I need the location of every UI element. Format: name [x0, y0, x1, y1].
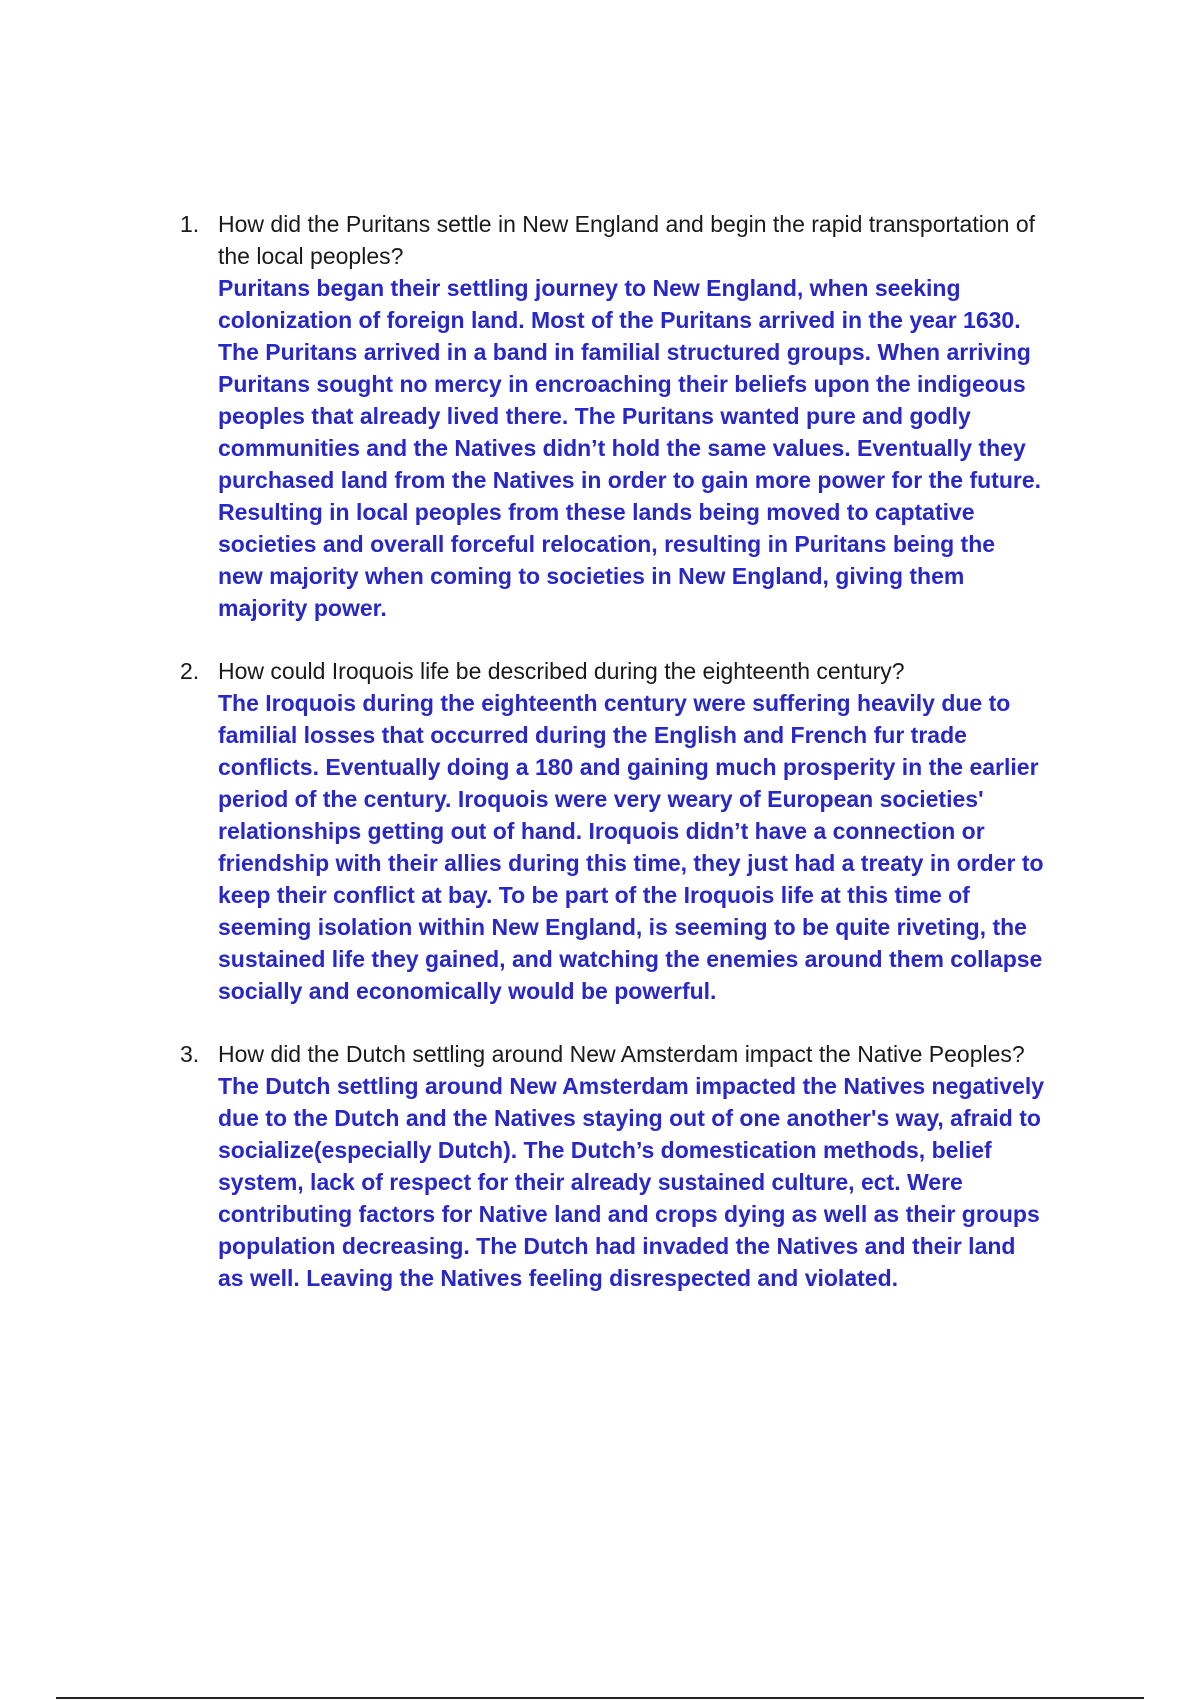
question-number: 3. — [180, 1041, 200, 1067]
question-text — [218, 1038, 1100, 1070]
answer-line: colonization of foreign land. Most of the Puritans arrived in the year 1630. — [218, 307, 1021, 333]
answer-line: socialize(especially Dutch). The Dutch’s domestication methods, belief — [218, 1137, 992, 1163]
question-number: 1. — [180, 211, 200, 237]
answer-line: conflicts. Eventually doing a 180 and gaining much prosperity in the earlier — [218, 754, 1039, 780]
answer-line: Puritans sought no mercy in encroaching their beliefs upon the indigeous — [218, 371, 1026, 397]
question-line: the local peoples? — [218, 243, 404, 269]
answer-line: contributing factors for Native land and crops dying as well as their groups — [218, 1201, 1040, 1227]
question-line: How did the Puritans settle in New England and begin the rapid transportation of — [218, 211, 1036, 237]
page-bottom-rule — [56, 1697, 1144, 1699]
answer-line: Resulting in local peoples from these lands being moved to captative — [218, 499, 975, 525]
question-item-2 — [180, 655, 1100, 1007]
answer-text — [218, 272, 1100, 624]
answer-line: system, lack of respect for their already sustained culture, ect. Were — [218, 1169, 963, 1195]
question-line: How could Iroquois life be described during the eighteenth century? — [218, 658, 905, 684]
question-item-3 — [180, 1038, 1100, 1294]
answer-line: period of the century. Iroquois were very weary of European societies' — [218, 786, 984, 812]
answer-line: The Puritans arrived in a band in familial structured groups. When arriving — [218, 339, 1031, 365]
answer-line: friendship with their allies during this time, they just had a treaty in order to — [218, 850, 1044, 876]
answer-line: new majority when coming to societies in New England, giving them — [218, 563, 965, 589]
answer-line: population decreasing. The Dutch had invaded the Natives and their land — [218, 1233, 1016, 1259]
answer-text — [218, 1070, 1100, 1294]
question-list — [180, 208, 1100, 1325]
answer-line: The Dutch settling around New Amsterdam impacted the Natives negatively — [218, 1073, 1045, 1099]
answer-line: communities and the Natives didn’t hold the same values. Eventually they — [218, 435, 1026, 461]
answer-line: socially and economically would be powerful. — [218, 978, 717, 1004]
answer-text — [218, 687, 1100, 1007]
answer-line: peoples that already lived there. The Puritans wanted pure and godly — [218, 403, 971, 429]
answer-line: as well. Leaving the Natives feeling disrespected and violated. — [218, 1265, 899, 1291]
answer-line: relationships getting out of hand. Iroquois didn’t have a connection or — [218, 818, 985, 844]
question-item-1 — [180, 208, 1100, 624]
answer-line: sustained life they gained, and watching the enemies around them collapse — [218, 946, 1043, 972]
question-text — [218, 208, 1100, 272]
question-line: How did the Dutch settling around New Amsterdam impact the Native Peoples? — [218, 1041, 1025, 1067]
answer-line: purchased land from the Natives in order to gain more power for the future. — [218, 467, 1042, 493]
answer-line: The Iroquois during the eighteenth century were suffering heavily due to — [218, 690, 1011, 716]
answer-line: Puritans began their settling journey to New England, when seeking — [218, 275, 961, 301]
answer-line: majority power. — [218, 595, 387, 621]
answer-line: keep their conflict at bay. To be part of the Iroquois life at this time of — [218, 882, 970, 908]
question-text — [218, 655, 1100, 687]
answer-line: familial losses that occurred during the English and French fur trade — [218, 722, 967, 748]
question-number: 2. — [180, 658, 200, 684]
answer-line: societies and overall forceful relocation, resulting in Puritans being the — [218, 531, 996, 557]
answer-line: due to the Dutch and the Natives staying out of one another's way, afraid to — [218, 1105, 1041, 1131]
answer-line: seeming isolation within New England, is seeming to be quite riveting, the — [218, 914, 1027, 940]
